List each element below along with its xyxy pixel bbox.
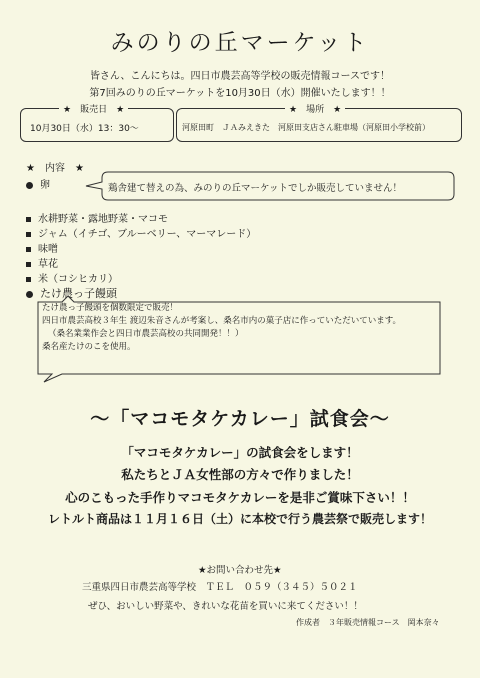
event-message: レトルト商品は１１月１６日（土）に本校で行う農芸祭で販売します！ [47,512,432,526]
manju-note-line: 四日市農芸高校３年生 渡辺朱音さんが考案し、桑名市内の菓子店に作っていただいています。 [42,316,402,326]
list-item: 味噌 [26,240,58,255]
bullet-icon [26,182,33,189]
list-item: たけ農っ子饅頭 [26,285,117,301]
greeting-text: 皆さん、こんにちは。四日市農芸高等学校の販売情報コースです！ [89,71,391,82]
contents-header: ★ 内容 ★ [26,163,84,174]
manju-note-line: （桑名業業作会と四日市農芸高校の共同開発！！） [48,329,244,339]
manju-note-line: たけ農っ子饅頭を個数限定で販売！ [42,303,179,313]
event-message: 私たちとＪＡ女性部の方々で作りました！ [121,467,359,482]
closing-text: ぜひ、おいしい野菜や、きれいな花苗を買いに来てください！！ [88,601,363,612]
list-item: ジャム（イチゴ、ブルーベリー、マーマレード） [26,225,256,240]
place-box [176,105,462,142]
date-value: 10月30日（水）13：30～ [30,124,139,134]
date-box-header: ★ 販売日 ★ [59,102,128,115]
event-message: 心のこもった手作りマコモタケカレーを是非ご賞味下さい！！ [65,490,415,505]
date-box [20,105,174,142]
contact-line: 三重県四日市農芸高等学校 ＴＥＬ ０５９（３４５）５０２１ [82,582,358,593]
list-item: 水耕野菜・露地野菜・マコモ [26,210,168,225]
egg-callout-text: 鶏舎建て替えの為、みのりの丘マーケットでしか販売していません！ [108,183,403,194]
egg-label: 卵 [40,180,50,191]
place-value: 河原田町 ＪＡみえきた 河原田支店さん駐車場（河原田小学校前） [182,123,430,132]
event-title: ～「マコモタケカレー」試食会～ [90,408,390,430]
manju-note-line: 桑名産たけのこを使用。 [42,342,136,352]
bullet-icon [26,262,31,267]
bullet-icon [26,277,31,282]
announcement-text: 第7回みのりの丘マーケットを10月30日（水）開催いたします！！ [89,88,391,99]
list-item: 米（コシヒカリ） [26,270,118,285]
author-credit: 作成者 ３年販売情報コース 岡本奈々 [296,618,440,627]
bullet-icon [26,247,31,252]
egg-item [26,176,50,191]
bullet-icon [26,232,31,237]
list-item: 草花 [26,255,58,270]
contact-header: ★お問い合わせ先★ [198,565,282,576]
event-message: 「マコモタケカレー」の試食会をします！ [121,445,359,460]
bullet-icon [26,291,33,298]
place-box-header: ★ 場所 ★ [285,102,345,115]
page-title: みのりの丘マーケット [110,30,370,56]
bullet-icon [26,217,31,222]
